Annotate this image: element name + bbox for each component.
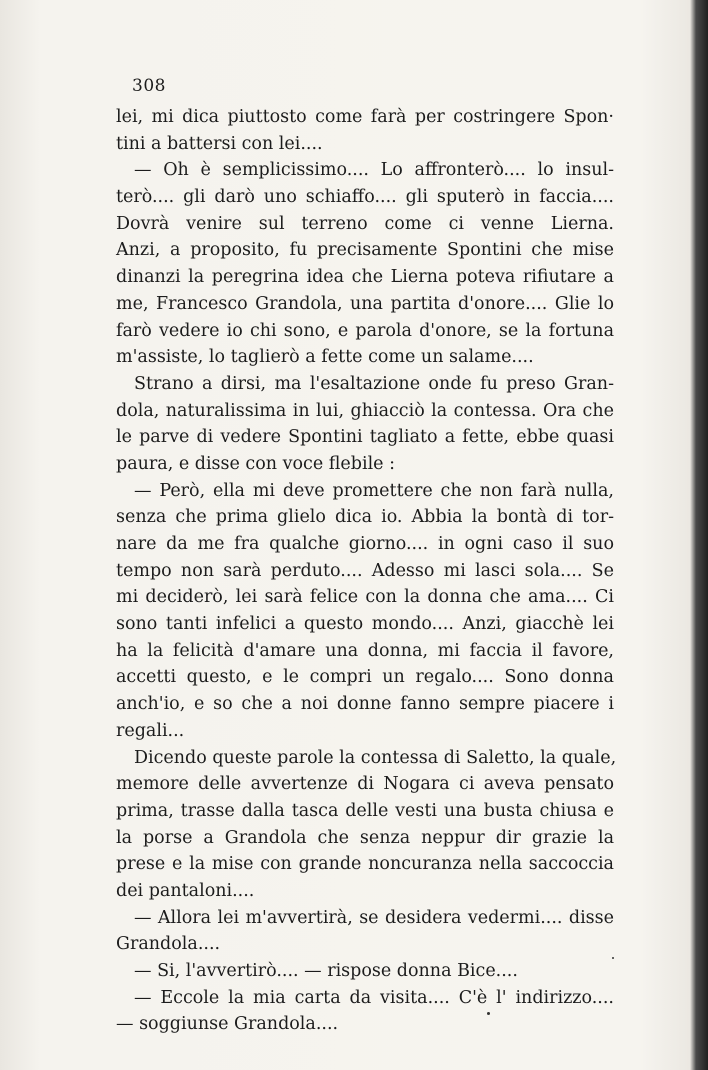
- text-line: dei pantaloni....: [116, 880, 255, 901]
- text-line: regali...: [116, 720, 185, 741]
- text-line: la porse a Grandola che senza neppur dir grazie la: [116, 827, 614, 848]
- text-line: — Però, ella mi deve promettere che non farà nulla,: [134, 480, 614, 501]
- text-line: prima, trasse dalla tasca delle vesti una busta chiusa e: [116, 800, 614, 821]
- text-line: — Oh è semplicissimo.... Lo affronterò.... lo insul-: [134, 160, 614, 181]
- text-line: Grandola....: [116, 934, 221, 955]
- text-line: nare da me fra qualche giorno.... in ogni caso il suo: [116, 534, 614, 554]
- text-line: — soggiunse Grandola....: [116, 1014, 339, 1035]
- text-line: tini a battersi con lei....: [116, 133, 323, 154]
- text-line: paura, e disse con voce flebile :: [116, 453, 395, 474]
- text-line: sono tanti infelici a questo mondo.... Anzi, giacchè lei: [116, 614, 614, 635]
- page-number: 308: [132, 76, 166, 96]
- text-line: — Allora lei m'avvertirà, se desidera vedermi.... disse: [134, 907, 614, 928]
- text-line: Anzi, a proposito, fu precisamente Spontini che mise: [116, 240, 614, 261]
- text-line: dinanzi la peregrina idea che Lierna poteva rifiutare a: [116, 267, 614, 288]
- text-line: Dicendo queste parole la contessa di Saletto, la quale,: [134, 747, 617, 768]
- text-line: prese e la mise con grande noncuranza nella saccoccia: [116, 854, 614, 875]
- text-line: me, Francesco Grandola, una partita d'onore.... Glie lo: [116, 293, 614, 314]
- text-line: — Eccole la mia carta da visita.... C'è l' indirizzo....: [134, 987, 614, 1008]
- body-text: [116, 104, 617, 1038]
- text-line: senza che prima glielo dica io. Abbia la bontà di tor-: [116, 507, 614, 528]
- speck: [612, 957, 614, 959]
- text-line: — Si, l'avvertirò.... — rispose donna Bice....: [134, 961, 518, 981]
- text-line: terò.... gli darò uno schiaffo.... gli sputerò in faccia....: [116, 187, 614, 208]
- text-line: ha la felicità d'amare una donna, mi faccia il favore,: [116, 640, 614, 661]
- text-line: tempo non sarà perduto.... Adesso mi lasci sola.... Se: [116, 560, 614, 581]
- text-line: Dovrà venire sul terreno come ci venne Lierna.: [116, 213, 614, 234]
- text-line: mi deciderò, lei sarà felice con la donna che ama.... Ci: [116, 587, 614, 608]
- text-line: m'assiste, lo taglierò a fette come un salame....: [116, 347, 534, 368]
- text-line: lei, mi dica piuttosto come farà per costringere Spon·: [116, 107, 614, 127]
- text-line: anch'io, e so che a noi donne fanno sempre piacere i: [116, 694, 614, 715]
- text-line: farò vedere io chi sono, e parola d'onore, se la fortuna: [116, 320, 614, 341]
- speck: [487, 1012, 490, 1015]
- text-line: memore delle avvertenze di Nogara ci aveva pensato: [116, 774, 614, 795]
- text-line: dola, naturalissima in lui, ghiacciò la contessa. Ora che: [116, 400, 614, 421]
- text-line: accetti questo, e le compri un regalo.... Sono donna: [116, 667, 614, 688]
- text-line: Strano a dirsi, ma l'esaltazione onde fu preso Gran-: [134, 373, 614, 394]
- text-line: le parve di vedere Spontini tagliato a fette, ebbe quasi: [116, 427, 614, 448]
